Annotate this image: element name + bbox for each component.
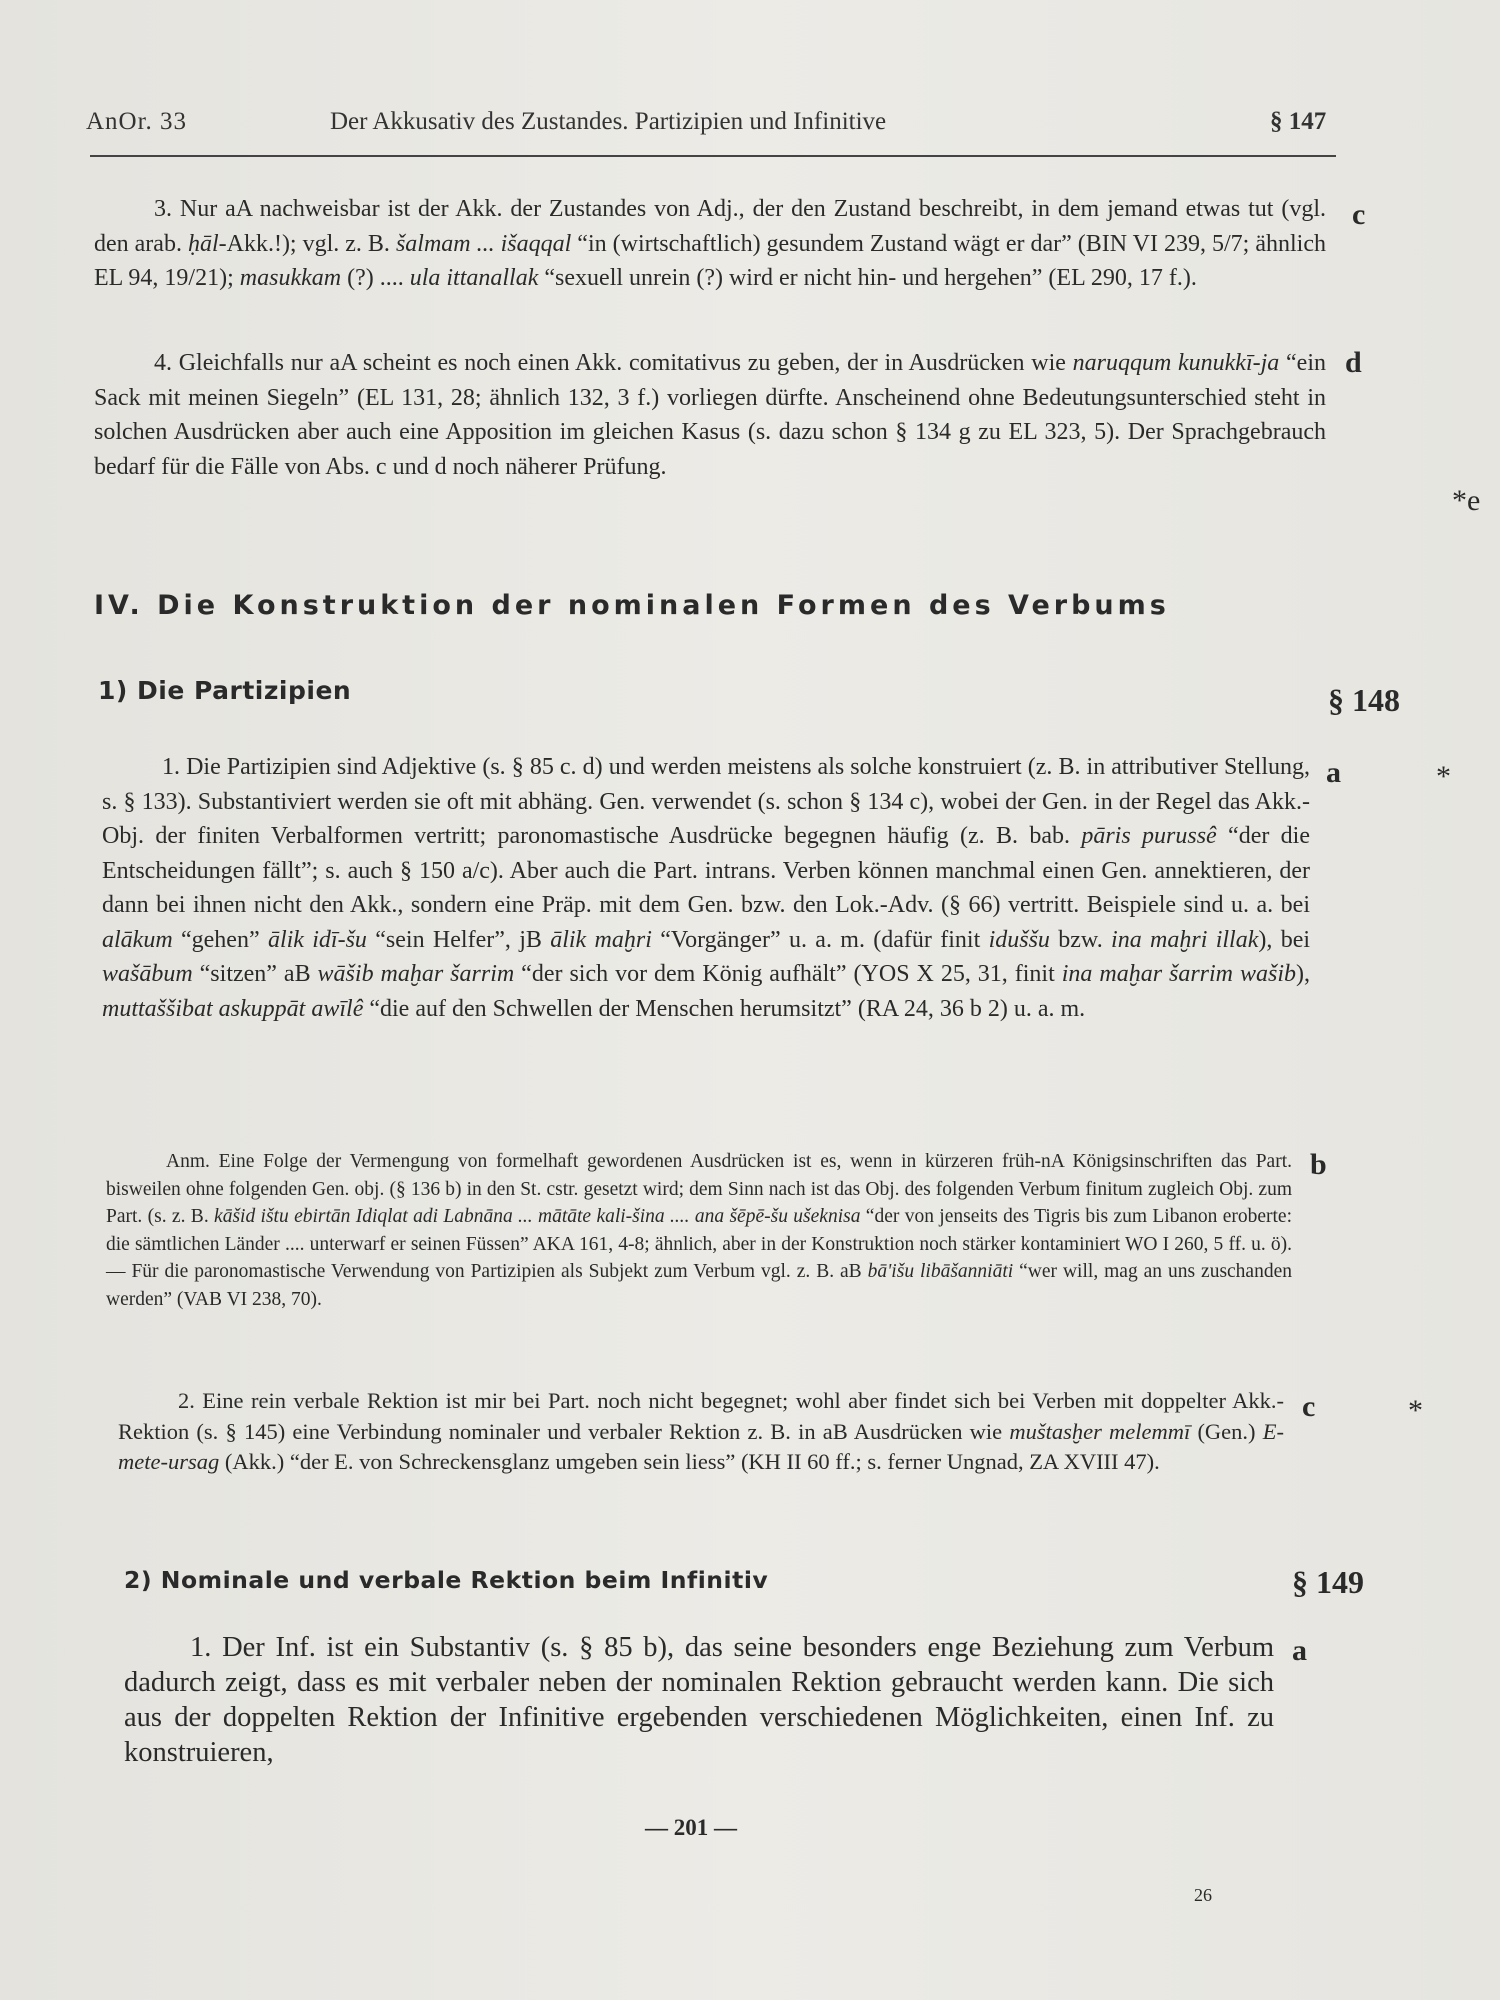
page-footer-number: — 201 — bbox=[645, 1815, 737, 1840]
subheading-infinitiv: 2) Nominale und verbale Rektion beim Infinitiv bbox=[124, 1566, 769, 1594]
margin-letter-b: b bbox=[1310, 1148, 1327, 1181]
section-number-148: § 148 bbox=[1328, 682, 1400, 718]
paragraph-147c: 3. Nur aA nachweisbar ist der Akk. der Zustandes von Adj., der den Zustand beschreibt, in dem jemand etwas tut (vgl. den arab. ḥāl-Akk.!); vgl. z. B. šalmam ... išaqqal “in (wirtschaftlich) gesundem Zustand wägt er dar” (BIN VI 239, 5/7; ähnlich EL 94, 19/21); masukkam (?) .... ula ittanallak “sexuell unrein (?) wird er nicht hin- und hergehen” (EL 290, 17 f.). bbox=[94, 196, 1326, 291]
paragraph-149a: 1. Der Inf. ist ein Substantiv (s. § 85 b), das seine besonders enge Beziehung zum Verbum dadurch zeigt, dass es mit verbaler neben der nominalen Rektion gebraucht werden kann. Die sich aus der doppelten Rektion der Infinitive ergebenden verschiedenen Möglichkeiten, einen Inf. zu konstruieren, bbox=[124, 1632, 1274, 1768]
subheading-partizipien: 1) Die Partizipien bbox=[98, 676, 352, 705]
margin-star-148c: * bbox=[1408, 1394, 1423, 1427]
margin-letter-d: d bbox=[1345, 346, 1362, 379]
paragraph-147d: 4. Gleichfalls nur aA scheint es noch einen Akk. comitativus zu geben, der in Ausdrücken wie naruqqum kunukkī-ja “ein Sack mit meinen Siegeln” (EL 131, 28; ähnlich 132, 3 f.) vorliegen dürfte. Anscheinend ohne Bedeutungsunterschied steht in solchen Ausdrücken aber auch eine Apposition im gleichen Kasus (s. dazu schon § 134 g zu EL 323, 5). Der Sprachgebrauch bedarf für die Fälle von Abs. c und d noch näherer Prüfung. bbox=[94, 350, 1326, 480]
section-heading-iv: IV. Die Konstruktion der nominalen Formen des Verbums bbox=[94, 590, 1170, 621]
margin-letter-a-149: a bbox=[1292, 1634, 1307, 1667]
margin-star: * bbox=[1436, 760, 1451, 793]
margin-letter-c: c bbox=[1352, 198, 1366, 231]
margin-letter-c-148: c bbox=[1302, 1390, 1316, 1423]
running-header-section: § 147 bbox=[1270, 108, 1327, 135]
paragraph-148a: 1. Die Partizipien sind Adjektive (s. § 85 c. d) und werden meistens als solche konstruiert (z. B. in attributiver Stellung, s. § 133). Substantiviert werden sie oft mit abhäng. Gen. verwendet (s. schon § 134 c), wobei der Gen. in der Regel das Akk.-Obj. der finiten Verbalformen vertritt; paronomastische Ausdrücke begegnen häufig (z. B. bab. pāris purussê “der die Entscheidungen fällt”; s. auch § 150 a/c). Aber auch die Part. intrans. Verben können manchmal einen Gen. annektieren, der dann bei ihnen nicht den Akk., sondern eine Präp. mit dem Gen. bzw. den Lok.-Adv. (§ 66) vertritt. Beispiele sind u. a. bei alākum “gehen” ālik idī-šu “sein Helfer”, jB ālik maḫri “Vorgänger” u. a. m. (dafür finit iduššu bzw. ina maḫri illak), bei wašābum “sitzen” aB wāšib maḫar šarrim “der sich vor dem König aufhält” (YOS X 25, 31, finit ina maḫar šarrim wašib), muttaššibat askuppāt awīlê “die auf den Schwellen der Menschen herumsitzt” (RA 24, 36 b 2) u. a. m. bbox=[102, 754, 1311, 1022]
note-148b: Anm. Eine Folge der Vermengung von formelhaft gewordenen Ausdrücken ist es, wenn in kürzeren früh-nA Königsinschriften das Part. bisweilen ohne folgenden Gen. obj. (§ 136 b) in den St. cstr. gesetzt wird; dem Sinn nach ist das Obj. des folgenden Verbum finitum zugleich Obj. zum Part. (s. z. B. kāšid ištu ebirtān Idiqlat adi Labnāna ... mātāte kali-šina .... ana šēpē-šu ušeknisa “der von jenseits des Tigris bis zum Libanon eroberte: die sämtlichen Länder .... unterwarf er seinen Füssen” AKA 161, 4-8; ähnlich, aber in der Konstruktion noch stärker kontaminiert WO I 260, 5 ff. u. ö). — Für die paronomastische Verwendung von Partizipien als Subjekt zum Verbum vgl. z. B. aB bā'išu libāšanniāti “wer will, mag an uns zuschanden werden” (VAB VI 238, 70). bbox=[106, 1151, 1292, 1310]
section-number-149: § 149 bbox=[1292, 1564, 1364, 1600]
running-header-title: Der Akkusativ des Zustandes. Partizipien und Infinitive bbox=[330, 108, 887, 135]
signature-mark: 26 bbox=[1194, 1885, 1212, 1905]
margin-letter-e-star: *e bbox=[1452, 484, 1481, 517]
header-rule bbox=[90, 155, 1336, 157]
paragraph-148c: 2. Eine rein verbale Rektion ist mir bei Part. noch nicht begegnet; wohl aber findet sich bei Verben mit doppelter Akk.-Rektion (s. § 145) eine Verbindung nominaler und verbaler Rektion z. B. in aB Ausdrücken wie muštasḫer melemmī (Gen.) E-mete-ursag (Akk.) “der E. von Schreckensglanz umgeben sein liess” (KH II 60 ff.; s. ferner Ungnad, ZA XVIII 47). bbox=[118, 1388, 1284, 1474]
running-header-left: AnOr. 33 bbox=[86, 108, 188, 135]
margin-letter-a: a bbox=[1326, 756, 1341, 789]
